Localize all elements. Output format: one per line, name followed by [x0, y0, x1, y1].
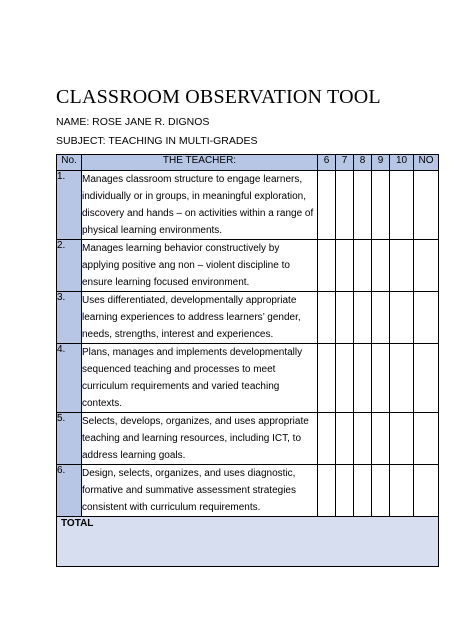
row-number: 6.	[57, 465, 82, 517]
score-cell-10[interactable]	[390, 171, 414, 240]
score-cell-7[interactable]	[336, 292, 354, 344]
score-cell-6[interactable]	[318, 240, 336, 292]
row-number: 4.	[57, 344, 82, 413]
observation-table	[56, 154, 439, 567]
table-row	[57, 240, 439, 292]
header-score-10: 10	[390, 155, 414, 171]
row-number: 1.	[57, 171, 82, 240]
header-score-9: 9	[372, 155, 390, 171]
score-cell-7[interactable]	[336, 240, 354, 292]
header-score-6: 6	[318, 155, 336, 171]
score-cell-9[interactable]	[372, 413, 390, 465]
score-cell-7[interactable]	[336, 413, 354, 465]
table-row	[57, 171, 439, 240]
row-number: 5.	[57, 413, 82, 465]
header-row	[57, 155, 439, 171]
score-cell-8[interactable]	[354, 465, 372, 517]
score-cell-7[interactable]	[336, 344, 354, 413]
table-row	[57, 465, 439, 517]
table-row	[57, 413, 439, 465]
score-cell-8[interactable]	[354, 344, 372, 413]
criterion-text: Uses differentiated, developmentally appropriate learning experiences to address learners’ gender, needs, strengths, interest and experiences.	[82, 292, 318, 344]
score-cell-6[interactable]	[318, 413, 336, 465]
score-cell-9[interactable]	[372, 292, 390, 344]
score-cell-10[interactable]	[390, 240, 414, 292]
table-row	[57, 344, 439, 413]
header-score-7: 7	[336, 155, 354, 171]
total-row	[57, 517, 439, 567]
score-cell-6[interactable]	[318, 171, 336, 240]
criterion-text: Plans, manages and implements developmentally sequenced teaching and processes to meet curriculum requirements and varied teaching contexts.	[82, 344, 318, 413]
row-number: 2.	[57, 240, 82, 292]
score-cell-no[interactable]	[414, 344, 439, 413]
name-line: NAME: ROSE JANE R. DIGNOS	[56, 116, 210, 128]
score-cell-6[interactable]	[318, 344, 336, 413]
score-cell-10[interactable]	[390, 292, 414, 344]
page-title: CLASSROOM OBSERVATION TOOL	[56, 86, 381, 108]
score-cell-7[interactable]	[336, 465, 354, 517]
criterion-text: Design, selects, organizes, and uses diagnostic, formative and summative assessment strategies consistent with curriculum requirements.	[82, 465, 318, 517]
criterion-text: Manages learning behavior constructively by applying positive ang non – violent discipline to ensure learning focused environment.	[82, 240, 318, 292]
total-cell[interactable]: TOTAL	[57, 517, 439, 567]
score-cell-10[interactable]	[390, 465, 414, 517]
score-cell-9[interactable]	[372, 240, 390, 292]
header-score-8: 8	[354, 155, 372, 171]
score-cell-no[interactable]	[414, 465, 439, 517]
score-cell-no[interactable]	[414, 171, 439, 240]
score-cell-10[interactable]	[390, 344, 414, 413]
table-row	[57, 292, 439, 344]
score-cell-6[interactable]	[318, 292, 336, 344]
score-cell-9[interactable]	[372, 465, 390, 517]
score-cell-no[interactable]	[414, 413, 439, 465]
criterion-text: Selects, develops, organizes, and uses appropriate teaching and learning resources, including ICT, to address learning goals.	[82, 413, 318, 465]
score-cell-7[interactable]	[336, 171, 354, 240]
header-score-no: NO	[414, 155, 439, 171]
score-cell-9[interactable]	[372, 171, 390, 240]
score-cell-8[interactable]	[354, 240, 372, 292]
score-cell-no[interactable]	[414, 240, 439, 292]
subject-line: SUBJECT: TEACHING IN MULTI-GRADES	[56, 135, 258, 147]
score-cell-8[interactable]	[354, 292, 372, 344]
score-cell-no[interactable]	[414, 292, 439, 344]
score-cell-10[interactable]	[390, 413, 414, 465]
header-teacher: THE TEACHER:	[82, 155, 318, 171]
row-number: 3.	[57, 292, 82, 344]
score-cell-9[interactable]	[372, 344, 390, 413]
score-cell-8[interactable]	[354, 413, 372, 465]
header-no: No.	[57, 155, 82, 171]
score-cell-8[interactable]	[354, 171, 372, 240]
score-cell-6[interactable]	[318, 465, 336, 517]
criterion-text: Manages classroom structure to engage learners, individually or in groups, in meaningful exploration, discovery and hands – on activities within a range of physical learning environments.	[82, 171, 318, 240]
